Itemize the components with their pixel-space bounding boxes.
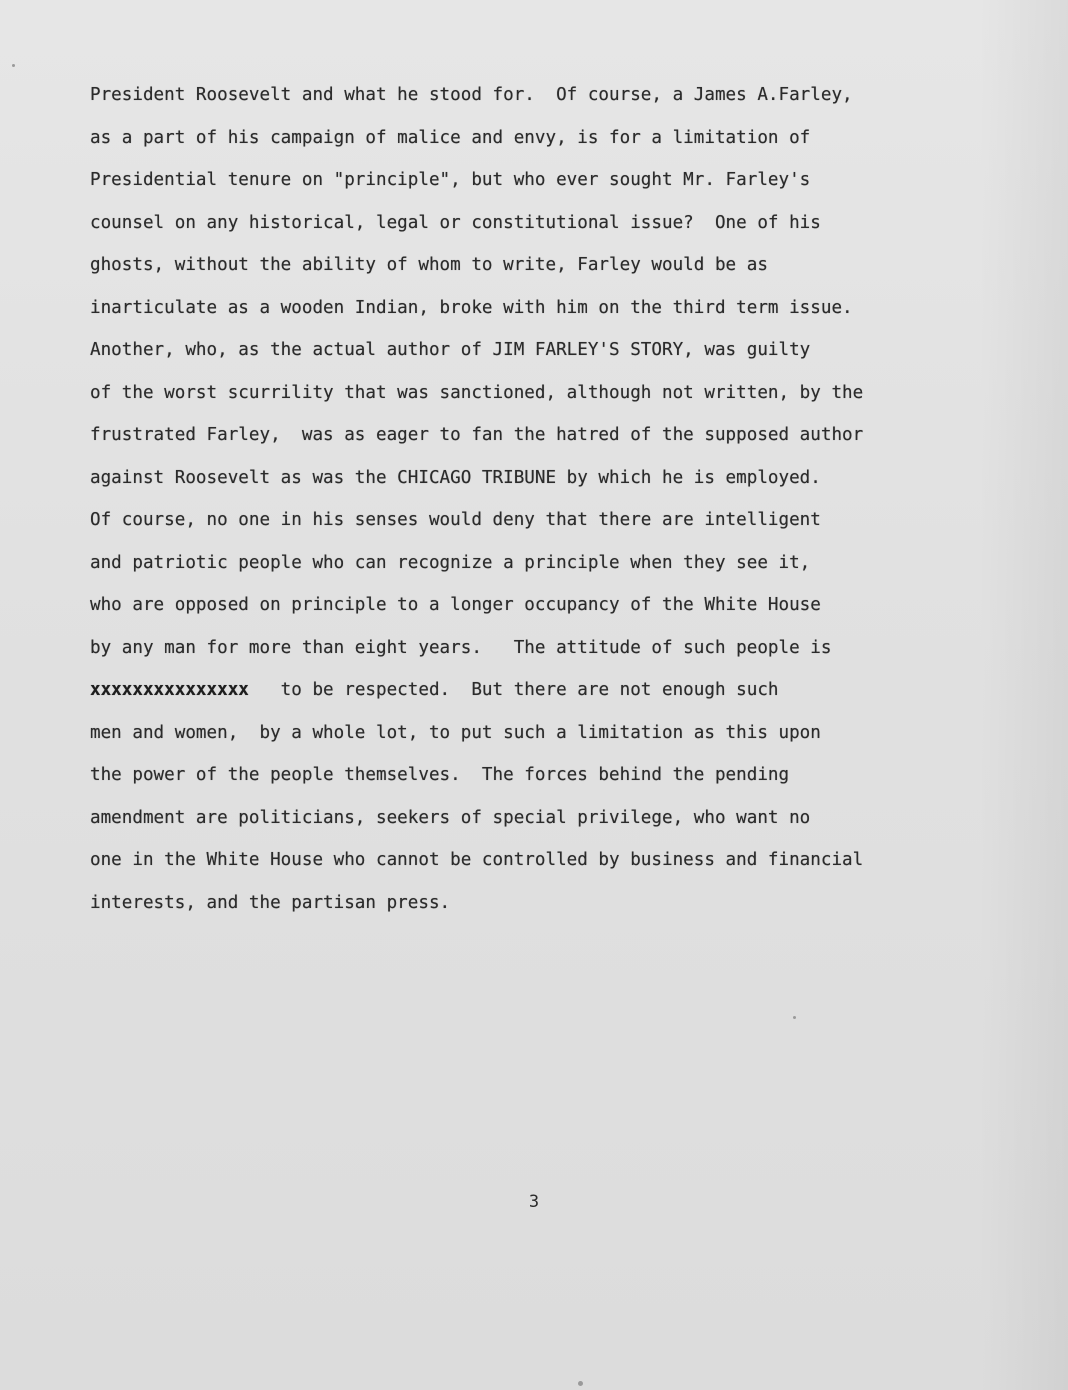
text-line: Of course, no one in his senses would deny that there are intelligent xyxy=(90,510,821,530)
text-line: Another, who, as the actual author of JIM FARLEY'S STORY, was guilty xyxy=(90,340,811,360)
text-line: frustrated Farley, was as eager to fan the hatred of the supposed author xyxy=(90,425,864,445)
text-line: amendment are politicians, seekers of special privilege, who want no xyxy=(90,807,811,828)
text-line: as a part of his campaign of malice and envy, is for a limitation of xyxy=(90,127,811,148)
paper-speck xyxy=(578,1381,583,1386)
text-line: Presidential tenure on "principle", but who ever sought Mr. Farley's xyxy=(90,170,811,190)
text-line: President Roosevelt and what he stood for. Of course, a James A.Farley, xyxy=(90,85,853,105)
typed-text-body xyxy=(90,74,1040,924)
text-line: counsel on any historical, legal or constitutional issue? One of his xyxy=(90,212,821,233)
text-line: against Roosevelt as was the CHICAGO TRIBUNE by which he is employed. xyxy=(90,467,821,488)
text-line: ghosts, without the ability of whom to write, Farley would be as xyxy=(90,255,768,275)
text-line-with-strikeout xyxy=(90,669,1040,712)
text-line: interests, and the partisan press. xyxy=(90,892,451,913)
line-remainder: to be respected. But there are not enough such xyxy=(248,680,779,700)
text-line: and patriotic people who can recognize a principle when they see it, xyxy=(90,552,811,573)
text-line: who are opposed on principle to a longer occupancy of the White House xyxy=(90,595,821,615)
text-line: one in the White House who cannot be controlled by business and financial xyxy=(90,850,864,870)
text-line: inarticulate as a wooden Indian, broke with him on the third term issue. xyxy=(90,297,853,318)
paper-speck xyxy=(793,1016,796,1019)
paper-speck xyxy=(12,64,15,67)
struck-out-text: xxxxxxxxxxxxxxx xyxy=(90,680,249,700)
text-line: by any man for more than eight years. The attitude of such people is xyxy=(90,637,832,658)
page-number: 3 xyxy=(528,1192,540,1212)
text-line: men and women, by a whole lot, to put such a limitation as this upon xyxy=(90,722,821,743)
text-line: the power of the people themselves. The forces behind the pending xyxy=(90,765,790,785)
text-line: of the worst scurrility that was sanctioned, although not written, by the xyxy=(90,382,864,403)
